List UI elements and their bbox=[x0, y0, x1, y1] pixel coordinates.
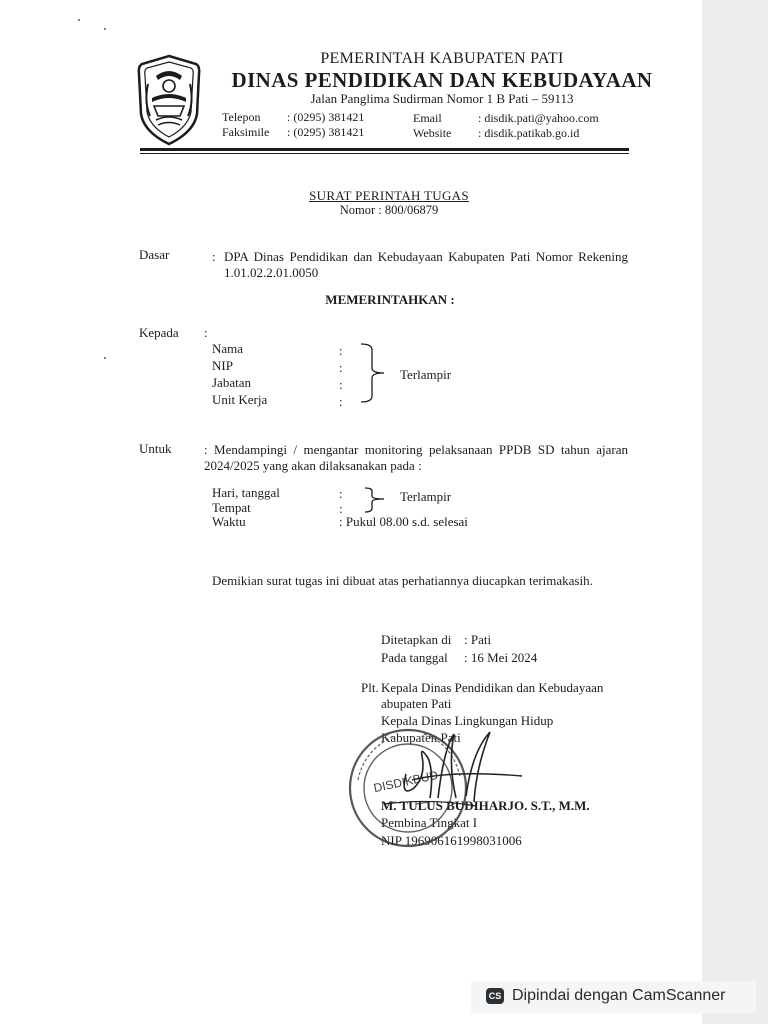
role-line-2: abupaten Pati bbox=[381, 696, 452, 711]
role-line-3: Kepala Dinas Lingkungan Hidup bbox=[381, 713, 554, 728]
field-colon: : bbox=[339, 343, 343, 358]
scan-speck bbox=[78, 19, 80, 21]
place-label: Ditetapkan di bbox=[381, 632, 452, 647]
field-colon: : bbox=[339, 501, 343, 516]
waktu-label: Waktu bbox=[212, 514, 246, 529]
website-label: Website bbox=[413, 126, 452, 140]
hari-value: Terlampir bbox=[400, 489, 452, 504]
camscanner-icon: CS bbox=[486, 988, 504, 1004]
stamp-text: DISDIKBUD bbox=[372, 767, 440, 796]
email-label: Email bbox=[413, 111, 442, 125]
field-nip-label: NIP bbox=[212, 358, 233, 373]
department-name: DINAS PENDIDIKAN DAN KEBUDAYAAN bbox=[231, 68, 653, 92]
letterhead-rule-thick bbox=[140, 148, 629, 151]
scanner-label: Dipindai dengan CamScanner bbox=[512, 987, 726, 1004]
phone-label: Telepon bbox=[222, 110, 261, 124]
grouping-brace bbox=[362, 486, 386, 514]
waktu-value: : Pukul 08.00 s.d. selesai bbox=[339, 514, 468, 529]
email-value[interactable]: : disdik.pati@yahoo.com bbox=[478, 111, 599, 125]
phone-value: : (0295) 381421 bbox=[287, 110, 365, 124]
dasar-text: DPA Dinas Pendidikan dan Kebudayaan Kabupaten Pati Nomor Rekening 1.01.02.2.01.0050 bbox=[224, 249, 628, 280]
fax-label: Faksimile bbox=[222, 125, 270, 139]
untuk-label: Untuk bbox=[139, 441, 172, 456]
dasar-label: Dasar bbox=[139, 247, 170, 262]
regency-crest-icon bbox=[136, 54, 202, 146]
tempat-label: Tempat bbox=[212, 500, 251, 515]
scan-speck bbox=[104, 357, 106, 359]
signature bbox=[372, 728, 532, 818]
untuk-text: : Mendampingi / mengantar monitoring pelaksanaan PPDB SD tahun ajaran 2024/2025 yang akan dilaksanakan pada : bbox=[204, 442, 628, 473]
kepada-value: Terlampir bbox=[400, 367, 452, 382]
signer-nip: NIP 196906161998031006 bbox=[381, 833, 522, 848]
field-jabatan-label: Jabatan bbox=[212, 375, 251, 390]
scan-speck bbox=[104, 28, 106, 30]
command-heading: MEMERINTAHKAN : bbox=[325, 292, 455, 307]
dasar-colon: : bbox=[212, 249, 216, 264]
closing-statement: Demikian surat tugas ini dibuat atas perhatiannya diucapkan terimakasih. bbox=[212, 573, 593, 588]
field-unit-kerja-label: Unit Kerja bbox=[212, 392, 268, 407]
grouping-brace bbox=[358, 342, 386, 404]
place-value: : Pati bbox=[464, 632, 492, 647]
field-colon: : bbox=[339, 377, 343, 392]
hari-label: Hari, tanggal bbox=[212, 485, 280, 500]
letterhead-rule-thin bbox=[140, 153, 629, 154]
field-colon: : bbox=[339, 360, 343, 375]
website-value[interactable]: : disdik.patikab.go.id bbox=[478, 126, 580, 140]
plt-label: Plt. bbox=[361, 680, 379, 695]
field-colon: : bbox=[339, 394, 343, 409]
kepada-colon: : bbox=[204, 325, 208, 340]
letter-number: Nomor : 800/06879 bbox=[339, 203, 439, 217]
letter-title: SURAT PERINTAH TUGAS bbox=[309, 188, 469, 203]
signer-name: M. TULUS BUDIHARJO. S.T., M.M. bbox=[381, 798, 590, 813]
date-label: Pada tanggal bbox=[381, 650, 448, 665]
government-name: PEMERINTAH KABUPATEN PATI bbox=[320, 50, 564, 67]
field-nama-label: Nama bbox=[212, 341, 244, 356]
role-line-1: Kepala Dinas Pendidikan dan Kebudayaan bbox=[381, 680, 604, 695]
role-line-4: Kabupaten Pati bbox=[381, 730, 461, 745]
signer-rank: Pembina Tingkat I bbox=[381, 815, 478, 830]
date-value: : 16 Mei 2024 bbox=[464, 650, 538, 665]
field-colon: : bbox=[339, 486, 343, 501]
department-address: Jalan Panglima Sudirman Nomor 1 B Pati – 59113 bbox=[310, 91, 574, 106]
kepada-label: Kepada bbox=[139, 325, 179, 340]
fax-value: : (0295) 381421 bbox=[287, 125, 365, 139]
